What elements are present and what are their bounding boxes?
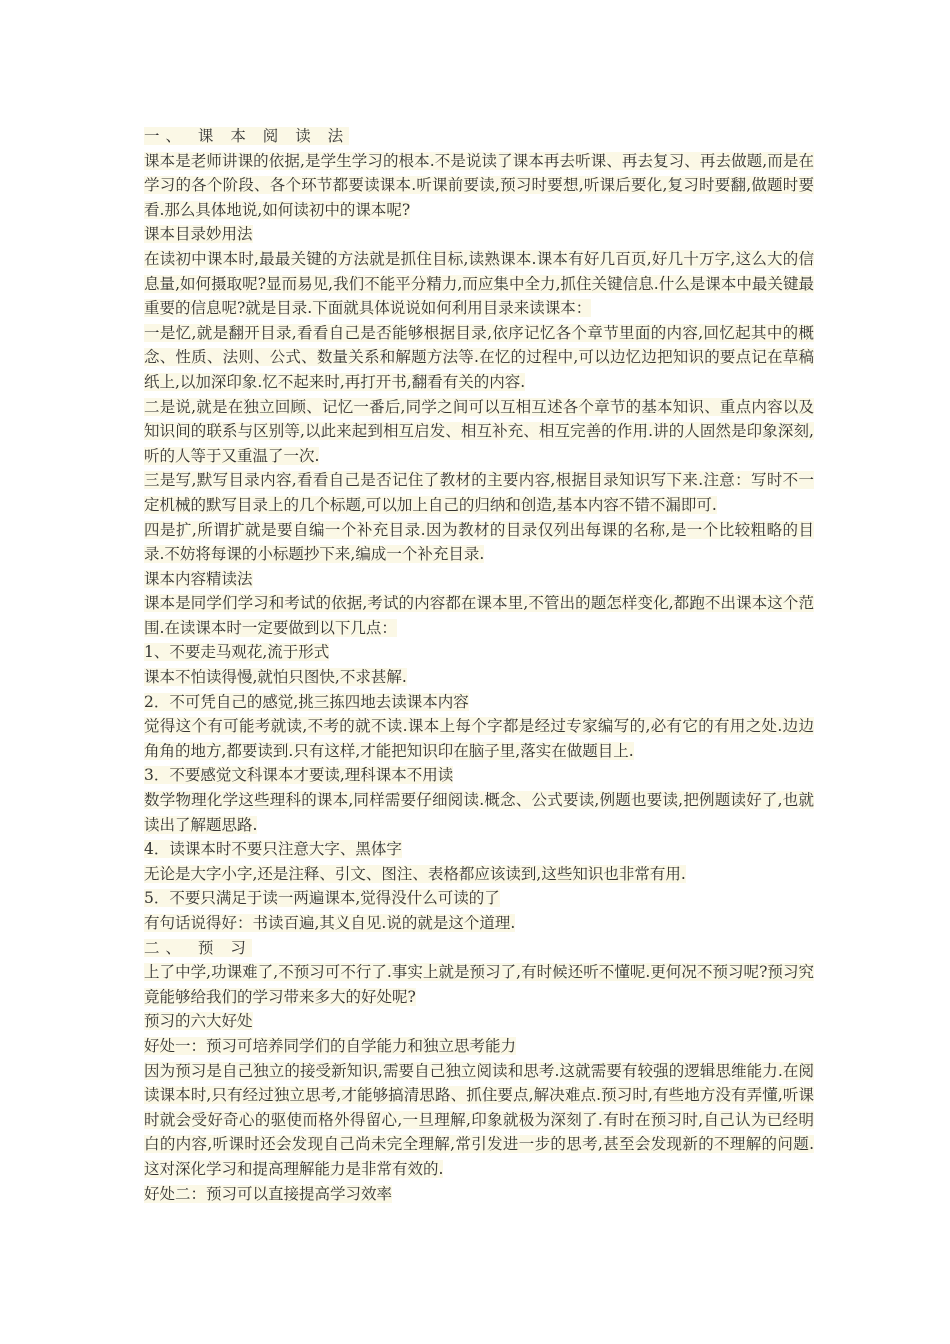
point-3-title: 3．不要感觉文科课本才要读,理科课本不用读 [144,766,454,785]
section-heading-textbook-reading: 一、 课 本 阅 读 法 [144,127,350,145]
subheading-catalog-method: 课本目录妙用法 [144,225,253,244]
benefit-1-title: 好处一：预习可培养同学们的自学能力和独立思考能力 [144,1036,517,1055]
paragraph-recall: 一是忆,就是翻开目录,看看自己是否能够根据目录,依序记忆各个章节里面的内容,回忆起其中的概念、性质、法则、公式、数量关系和解题方法等.在忆的过程中,可以边忆边把知识的要点记在草稿纸上,以加深印象.忆不起来时,再打开书,翻看有关的内容. [144,323,814,391]
paragraph-content-intro: 课本是同学们学习和考试的依据,考试的内容都在课本里,不管出的题怎样变化,都跑不出课本这个范围.在读课本时一定要做到以下几点： [144,594,814,637]
paragraph-intro: 课本是老师讲课的依据,是学生学习的根本.不是说读了课本再去听课、再去复习、再去做题,而是在学习的各个阶段、各个环节都要读课本.听课前要读,预习时要想,听课后要化,复习时要翻,做题时要看.那么具体地说,如何读初中的课本呢? [144,151,814,219]
subheading-six-benefits: 预习的六大好处 [144,1012,253,1031]
point-5-title: 5．不要只满足于读一两遍课本,觉得没什么可读的了 [144,889,500,908]
point-4-body: 无论是大字小字,还是注释、引文、图注、表格都应该读到,这些知识也非常有用. [144,864,686,883]
point-2-title: 2．不可凭自己的感觉,挑三拣四地去读课本内容 [144,692,469,711]
point-1-title: 1、不要走马观花,流于形式 [144,643,330,662]
benefit-1-body: 因为预习是自己独立的接受新知识,需要自己独立阅读和思考.这就需要有较强的逻辑思维能力.在阅读课本时,只有经过独立思考,才能够搞清思路、抓住要点,解决难点.预习时,有些地方没有弄懂,听课时就会受好奇心的驱使而格外得留心,一旦理解,印象就极为深刻了.有时在预习时,自己认为已经明白的内容,听课时还会发现自己尚未完全理解,常引发进一步的思考,甚至会发现新的不理解的问题.这对深化学习和提高理解能力是非常有效的. [144,1061,814,1178]
benefit-2-title: 好处二：预习可以直接提高学习效率 [144,1184,393,1203]
point-2-body: 觉得这个有可能考就读,不考的就不读.课本上每个字都是经过专家编写的,必有它的有用之处.边边角角的地方,都要读到.只有这样,才能把知识印在脑子里,落实在做题目上. [144,717,814,760]
paragraph-preview-intro: 上了中学,功课难了,不预习可不行了.事实上就是预习了,有时候还听不懂呢.更何况不预习呢?预习究竟能够给我们的学习带来多大的好处呢? [144,963,814,1006]
section-heading-preview: 二、 预 习 [144,938,252,957]
paragraph-write: 三是写,默写目录内容,看看自己是否记住了教材的主要内容,根据目录知识写下来.注意：写时不一定机械的默写目录上的几个标题,可以加上自己的归纳和创造,基本内容不错不漏即可. [144,471,814,514]
subheading-content-method: 课本内容精读法 [144,569,253,588]
point-1-body: 课本不怕读得慢,就怕只图快,不求甚解. [144,668,407,687]
paragraph-catalog-intro: 在读初中课本时,最最关键的方法就是抓住目标,读熟课本.课本有好几百页,好几十万字,这么大的信息量,如何摄取呢?显而易见,我们不能平分精力,而应集中全力,抓住关键信息.什么是课本中最关键最重要的信息呢?就是目录.下面就具体说说如何利用目录来读课本： [144,249,814,318]
document-body [144,124,814,1206]
point-3-body: 数学物理化学这些理科的课本,同样需要仔细阅读.概念、公式要读,例题也要读,把例题读好了,也就读出了解题思路. [144,791,814,834]
point-5-body: 有句话说得好：书读百遍,其义自见.说的就是这个道理. [144,914,516,932]
paragraph-speak: 二是说,就是在独立回顾、记忆一番后,同学之间可以互相互述各个章节的基本知识、重点内容以及知识间的联系与区别等,以此来起到相互启发、相互补充、相互完善的作用.讲的人固然是印象深刻,听的人等于又重温了一次. [144,397,814,465]
point-4-title: 4．读课本时不要只注意大字、黑体字 [144,840,402,859]
paragraph-expand: 四是扩,所谓扩就是要自编一个补充目录.因为教材的目录仅列出每课的名称,是一个比较粗略的目录.不妨将每课的小标题抄下来,编成一个补充目录. [144,520,814,564]
